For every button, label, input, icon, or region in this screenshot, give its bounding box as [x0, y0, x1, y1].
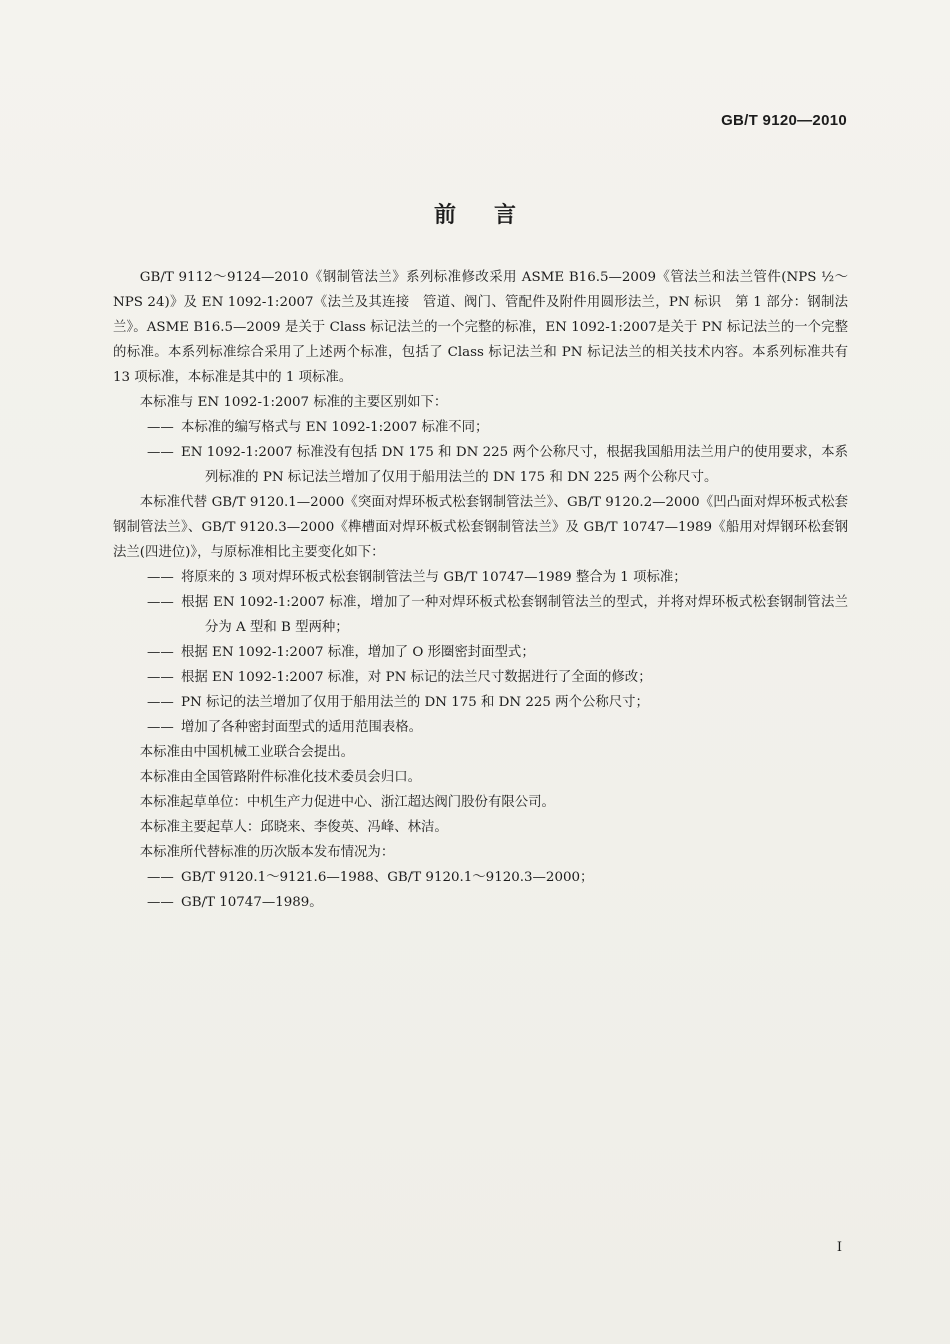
differences-heading: 本标准与 EN 1092-1:2007 标准的主要区别如下：	[139, 395, 448, 410]
dash-mark: ——	[147, 595, 174, 610]
page-number: I	[836, 1240, 842, 1255]
dash-mark: ——	[147, 895, 174, 910]
list-item: —— 将原来的 3 项对焊环板式松套钢制管法兰与 GB/T 10747—1989 整合为 1 项标准；	[147, 565, 848, 590]
document-body	[113, 265, 848, 915]
proposer-paragraph: 本标准由中国机械工业联合会提出。	[139, 745, 355, 760]
dash-mark: ——	[147, 445, 174, 460]
dash-mark: ——	[147, 695, 174, 710]
standard-code: GB/T 9120—2010	[721, 112, 847, 129]
dash-mark: ——	[147, 420, 174, 435]
list-item: —— 根据 EN 1092-1:2007 标准，增加了 O 形圈密封面型式；	[147, 640, 848, 665]
dash-mark: ——	[147, 570, 174, 585]
dash-mark: ——	[147, 720, 174, 735]
history-heading: 本标准所代替标准的历次版本发布情况为：	[139, 845, 395, 860]
drafters-paragraph: 本标准主要起草人：邱晓来、李俊英、冯峰、林洁。	[139, 820, 448, 835]
list-item: —— 根据 EN 1092-1:2007 标准，对 PN 标记的法兰尺寸数据进行了全面的修改；	[147, 665, 848, 690]
list-item: —— 根据 EN 1092-1:2007 标准，增加了一种对焊环板式松套钢制管法兰的型式，并将对焊环板式松套钢制管法兰分为 A 型和 B 型两种；	[147, 590, 848, 640]
page-title: 前言	[433, 203, 554, 228]
committee-paragraph: 本标准由全国管路附件标准化技术委员会归口。	[139, 770, 421, 785]
drafting-units-paragraph: 本标准起草单位：中机生产力促进中心、浙江超达阀门股份有限公司。	[139, 795, 555, 810]
dash-mark: ——	[147, 870, 174, 885]
list-item: —— EN 1092-1:2007 标准没有包括 DN 175 和 DN 225 两个公称尺寸，根据我国船用法兰用户的使用要求，本系列标准的 PN 标记法兰增加了仅用于船用法兰的 DN 175 和 DN 225 两个公称尺寸。	[147, 440, 848, 490]
list-item: —— 增加了各种密封面型式的适用范围表格。	[147, 715, 848, 740]
dash-mark: ——	[147, 645, 174, 660]
list-item: —— 本标准的编写格式与 EN 1092-1:2007 标准不同；	[147, 415, 848, 440]
intro-paragraph: GB/T 9112～9124—2010《钢制管法兰》系列标准修改采用 ASME B16.5—2009《管法兰和法兰管件(NPS ½～NPS 24)》及 EN 1092-1:2007《法兰及其连接 管道、阀门、管配件及附件用圆形法兰，PN 标识 第 1 部分：钢制法兰》。ASME B16.5—2009 是关于 Class 标记法兰的一个完整的标准，EN 1092-1:2007是关于 PN 标记法兰的一个完整的标准。本系列标准综合采用了上述两个标准，包括了 Class 标记法兰和 PN 标记法兰的相关技术内容。本系列标准共有 13 项标准，本标准是其中的 1 项标准。	[113, 270, 848, 385]
replacement-paragraph: 本标准代替 GB/T 9120.1—2000《突面对焊环板式松套钢制管法兰》、GB/T 9120.2—2000《凹凸面对焊环板式松套钢制管法兰》、GB/T 9120.3—2000《榫槽面对焊环板式松套钢制管法兰》及 GB/T 10747—1989《船用对焊钢环松套钢法兰(四进位)》，与原标准相比主要变化如下：	[113, 495, 848, 560]
list-item: —— GB/T 9120.1～9121.6—1988、GB/T 9120.1～9120.3—2000；	[147, 865, 848, 890]
list-item: —— GB/T 10747—1989。	[147, 890, 848, 915]
list-item: —— PN 标记的法兰增加了仅用于船用法兰的 DN 175 和 DN 225 两个公称尺寸；	[147, 690, 848, 715]
dash-mark: ——	[147, 670, 174, 685]
